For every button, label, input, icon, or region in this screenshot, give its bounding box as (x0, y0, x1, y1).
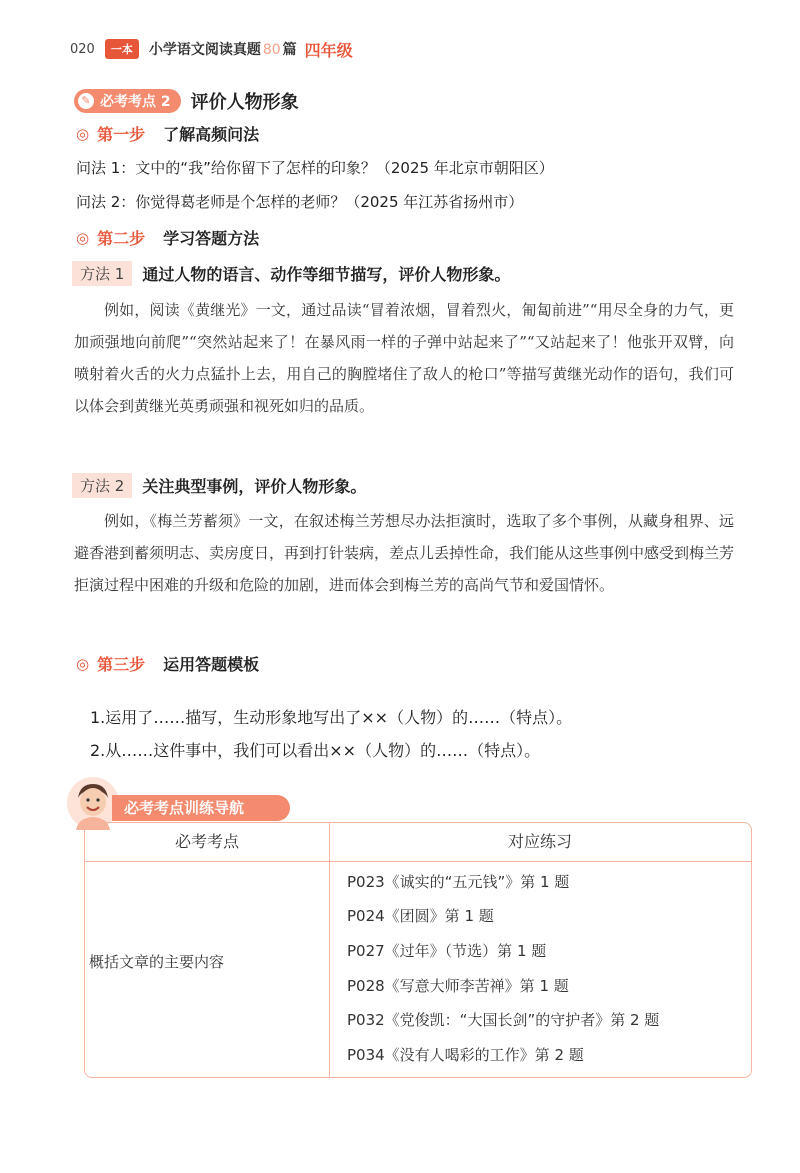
book-title-text: 小学语文阅读真题 (148, 42, 261, 58)
pencil-icon: ✎ (78, 93, 94, 109)
grade-label: 四年级 (304, 40, 353, 60)
exercise-item: P027《过年》（节选）第 1 题 (347, 942, 547, 960)
method-2-heading (72, 473, 366, 498)
step-3-heading (76, 652, 259, 675)
method-title: 关注典型事例，评价人物形象。 (142, 477, 367, 496)
answer-template-2: 2.从……这件事中，我们可以看出××（人物）的……（特点）。 (90, 741, 541, 760)
exercise-item: P023《诚实的“五元钱”》第 1 题 (347, 873, 570, 891)
exercise-item: P028《写意大师李苦禅》第 1 题 (347, 977, 569, 995)
exercise-item: P024《团圆》第 1 题 (347, 907, 494, 925)
exercise-item: P034《没有人喝彩的工作》第 2 题 (347, 1046, 584, 1064)
book-title (149, 39, 297, 59)
book-logo: 一本 (105, 39, 139, 59)
step-name: 第二步 (97, 229, 146, 248)
question-2: 问法 2：你觉得葛老师是个怎样的老师？（2025 年江苏省扬州市） (76, 193, 524, 211)
training-table (84, 822, 752, 1078)
step-text: 运用答题模板 (163, 655, 260, 674)
step-text: 学习答题方法 (163, 229, 260, 248)
page-number: 020 (70, 41, 95, 57)
section-badge-label: 必考考点 2 (100, 94, 171, 110)
answer-template-1: 1.运用了……描写，生动形象地写出了××（人物）的……（特点）。 (90, 708, 573, 727)
step-bullet-icon: ◎ (76, 228, 90, 247)
book-unit: 篇 (282, 42, 297, 58)
table-cell-point: 概括文章的主要内容 (89, 953, 225, 971)
method-tag: 方法 1 (72, 261, 132, 286)
table-divider (329, 861, 330, 1077)
page-header (70, 36, 353, 62)
training-nav-title: 必考考点训练导航 (112, 795, 290, 821)
method-title: 通过人物的语言、动作等细节描写，评价人物形象。 (142, 265, 511, 284)
question-1: 问法 1：文中的“我”给你留下了怎样的印象？（2025 年北京市朝阳区） (76, 159, 554, 177)
method-1-example: 例如，阅读《黄继光》一文，通过品读“冒着浓烟，冒着烈火，匍匐前进”“用尽全身的力气，更加顽强地向前爬”“突然站起来了！在暴风雨一样的子弹中站起来了”“又站起来了！他张开双臂，向喷射着火舌的火力点猛扑上去，用自己的胸膛堵住了敌人的枪口”等描写黄继光动作的语句，我们可以体会到黄继光英勇顽强和视死如归的品质。 (74, 301, 734, 415)
section-title: 评价人物形象 (190, 92, 299, 113)
section-heading (74, 88, 299, 114)
exercise-item: P032《党俊凯：“大国长剑”的守护者》第 2 题 (347, 1011, 660, 1029)
step-2-heading (76, 226, 259, 249)
step-1-heading (76, 122, 259, 145)
step-text: 了解高频问法 (163, 125, 260, 144)
step-bullet-icon: ◎ (76, 124, 90, 143)
section-badge (74, 89, 181, 113)
table-header-point: 必考考点 (85, 823, 330, 862)
method-tag: 方法 2 (72, 473, 132, 498)
step-name: 第三步 (97, 655, 146, 674)
book-count: 80 (262, 42, 281, 58)
table-header-exercise: 对应练习 (329, 823, 751, 862)
method-2-example: 例如，《梅兰芳蓄须》一文，在叙述梅兰芳想尽办法拒演时，选取了多个事例，从藏身租界、远避香港到蓄须明志、卖房度日，再到打针装病，差点儿丢掉性命，我们能从这些事例中感受到梅兰芳拒演过程中困难的升级和危险的加剧，进而体会到梅兰芳的高尚气节和爱国情怀。 (74, 512, 735, 594)
step-name: 第一步 (97, 125, 146, 144)
step-bullet-icon: ◎ (76, 654, 90, 673)
method-1-heading (72, 261, 510, 286)
